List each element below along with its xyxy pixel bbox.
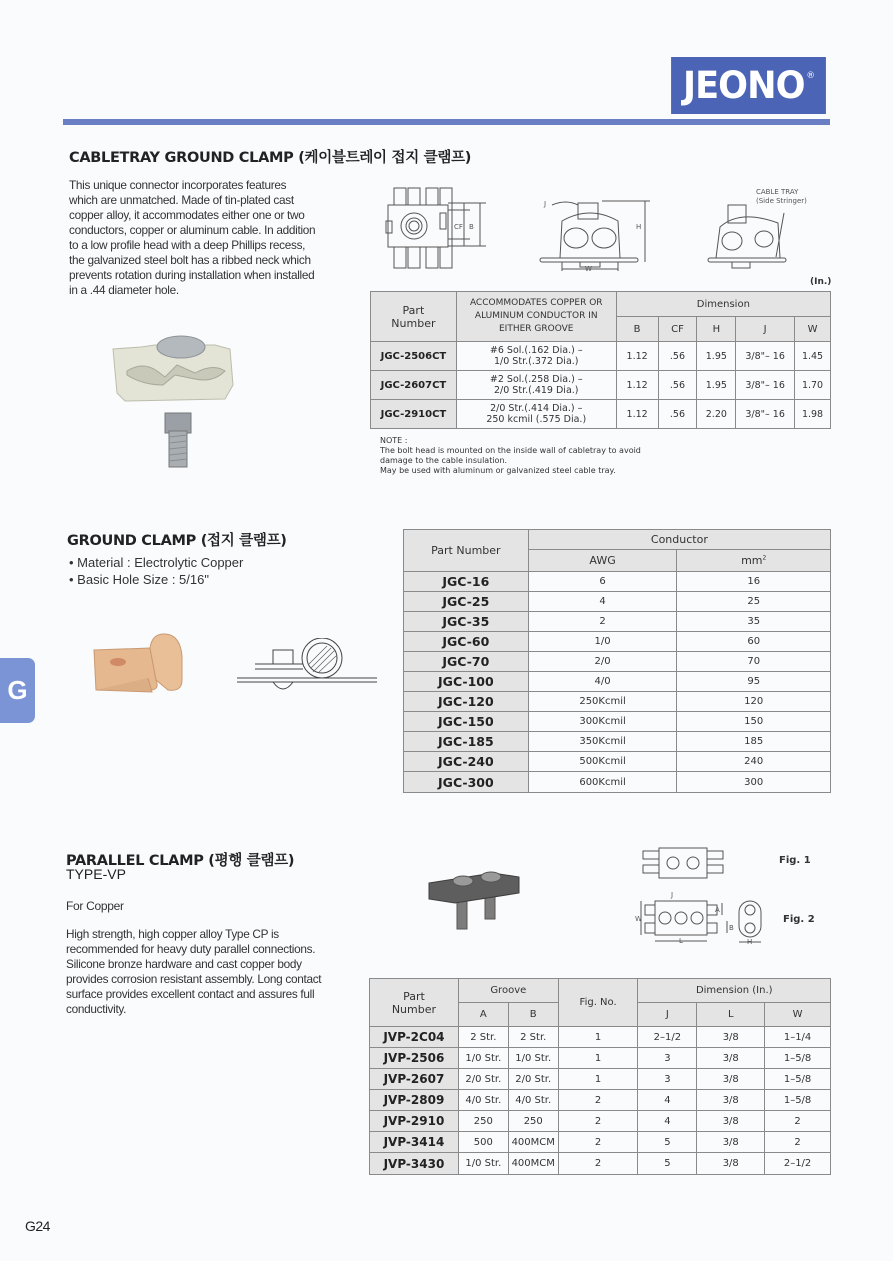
page-number: G24: [25, 1218, 50, 1234]
dim-w: 1–5/8: [765, 1090, 831, 1111]
table-row: [370, 1132, 831, 1153]
table-row: [404, 592, 831, 612]
jeono-logo: [671, 57, 826, 114]
part-number: JVP-2809: [370, 1090, 459, 1111]
dim-w: 1.98: [795, 400, 831, 429]
dim-w: 1.45: [795, 342, 831, 371]
dim-j: 4: [638, 1090, 697, 1111]
table-row: [404, 752, 831, 772]
groove-a: 2/0 Str.: [458, 1069, 508, 1090]
awg: 1/0: [528, 632, 677, 652]
desc-line: This unique connector incorporates features: [69, 178, 287, 192]
dim-l: 3/8: [697, 1111, 765, 1132]
dim-j: 3/8"– 16: [736, 400, 795, 429]
col-header-h: H: [697, 317, 736, 342]
logo-text: JEONO: [682, 64, 805, 107]
awg: 6: [528, 572, 677, 592]
dim-b: 1.12: [616, 342, 658, 371]
ground-clamp-photo: [90, 630, 195, 700]
table-row: [404, 572, 831, 592]
dim-l: 3/8: [697, 1090, 765, 1111]
parallel-clamp-photo: [425, 865, 525, 935]
dim-j: 3/8"– 16: [736, 371, 795, 400]
dim-w: 1–5/8: [765, 1069, 831, 1090]
awg: 500Kcmil: [528, 752, 677, 772]
col-header-dimension: Dimension: [616, 292, 830, 317]
groove-a: 250: [458, 1111, 508, 1132]
fig-no: 2: [558, 1153, 638, 1175]
mm2: 150: [677, 712, 831, 732]
col-header-fig: Fig. No.: [558, 979, 638, 1027]
awg: 2/0: [528, 652, 677, 672]
table-row: [404, 692, 831, 712]
groove-b: 250: [508, 1111, 558, 1132]
table-row: [370, 1111, 831, 1132]
table-row: [404, 772, 831, 793]
col-header-cf: CF: [658, 317, 697, 342]
parallel-description: [66, 927, 338, 1017]
mm2: 240: [677, 752, 831, 772]
dim-j: 5: [638, 1153, 697, 1175]
label-b: B: [729, 924, 734, 932]
cabletray-dimension-diagrams: [380, 183, 830, 273]
col-header-b: B: [508, 1003, 558, 1027]
ground-clamp-diagram: [235, 638, 380, 693]
part-number: JGC-2506CT: [371, 342, 457, 371]
col-header-j: J: [736, 317, 795, 342]
unit-label: (In.): [810, 277, 832, 287]
table-row: [371, 342, 831, 371]
label-h: H: [747, 938, 753, 945]
header-rule: [63, 119, 830, 125]
fig2-label: Fig. 2: [783, 914, 815, 925]
label-a: A: [715, 906, 720, 914]
dim-h: 1.95: [697, 371, 736, 400]
dim-j: 3: [638, 1048, 697, 1069]
desc-line: recommended for heavy duty parallel connections.: [66, 942, 316, 956]
part-number: JVP-3414: [370, 1132, 459, 1153]
mm2: 300: [677, 772, 831, 793]
parallel-title: PARALLEL CLAMP (평행 클램프): [66, 853, 295, 869]
cabletray-title: CABLETRAY GROUND CLAMP (케이블트레이 접지 클램프): [69, 150, 472, 166]
groove-a: 1/0 Str.: [458, 1048, 508, 1069]
dim-l: 3/8: [697, 1153, 765, 1175]
mm2: 16: [677, 572, 831, 592]
dim-w: 1–1/4: [765, 1027, 831, 1048]
col-header-part: Part Number: [370, 979, 459, 1027]
accommodates: #6 Sol.(.162 Dia.) – 1/0 Str.(.372 Dia.): [456, 342, 616, 371]
awg: 300Kcmil: [528, 712, 677, 732]
bullet-hole-size: • Basic Hole Size : 5/16": [69, 572, 209, 587]
groove-b: 2 Str.: [508, 1027, 558, 1048]
groove-a: 2 Str.: [458, 1027, 508, 1048]
table-row: [370, 1027, 831, 1048]
col-header-dimension: Dimension (In.): [638, 979, 831, 1003]
label-w: W: [635, 915, 642, 923]
part-number: JGC-2607CT: [371, 371, 457, 400]
dim-w: 2: [765, 1111, 831, 1132]
dim-l: 3/8: [697, 1027, 765, 1048]
col-header-part: Part Number: [404, 530, 529, 572]
table-row: [370, 1090, 831, 1111]
fig-no: 2: [558, 1111, 638, 1132]
col-header-b: B: [616, 317, 658, 342]
dim-j: 5: [638, 1132, 697, 1153]
desc-line: conductivity.: [66, 1002, 127, 1016]
cabletray-clamp-photo: [105, 335, 255, 470]
note-line: The bolt head is mounted on the inside wall of cabletray to avoid: [380, 446, 641, 455]
part-number: JGC-60: [404, 632, 529, 652]
col-header-j: J: [638, 1003, 697, 1027]
dim-h: 2.20: [697, 400, 736, 429]
desc-line: surface provides excellent contact and assures full: [66, 987, 315, 1001]
dim-w: 1–5/8: [765, 1048, 831, 1069]
part-number: JGC-240: [404, 752, 529, 772]
cabletray-description: [69, 178, 339, 298]
label-b: B: [469, 223, 474, 231]
dim-h: 1.95: [697, 342, 736, 371]
table-row: [404, 732, 831, 752]
ground-title: GROUND CLAMP (접지 클램프): [67, 533, 287, 549]
part-number: JGC-120: [404, 692, 529, 712]
registered-mark: ®: [806, 70, 815, 81]
groove-b: 4/0 Str.: [508, 1090, 558, 1111]
note-title: NOTE :: [380, 436, 408, 445]
accommodates: 2/0 Str.(.414 Dia.) – 250 kcmil (.575 Dia.): [456, 400, 616, 429]
parallel-clamp-diagrams: [635, 843, 775, 945]
cabletray-note: [380, 436, 641, 476]
col-header-conductor: Conductor: [528, 530, 830, 550]
table-row: [404, 612, 831, 632]
table-row: [404, 672, 831, 692]
groove-a: 500: [458, 1132, 508, 1153]
note-line: damage to the cable insulation.: [380, 456, 508, 465]
bullet-material: • Material : Electrolytic Copper: [69, 555, 244, 570]
part-number: JVP-3430: [370, 1153, 459, 1175]
dim-w: 1.70: [795, 371, 831, 400]
part-number: JGC-100: [404, 672, 529, 692]
col-header-accommodates: ACCOMMODATES COPPER OR ALUMINUM CONDUCTOR IN EITHER GROOVE: [456, 292, 616, 342]
groove-b: 400MCM: [508, 1132, 558, 1153]
dim-l: 3/8: [697, 1048, 765, 1069]
dim-l: 3/8: [697, 1132, 765, 1153]
dim-cf: .56: [658, 371, 697, 400]
col-header-awg: AWG: [528, 550, 677, 572]
desc-line: which are unmatched. Made of tin-plated cast: [69, 193, 294, 207]
parallel-for: For Copper: [66, 899, 124, 913]
groove-a: 1/0 Str.: [458, 1153, 508, 1175]
groove-a: 4/0 Str.: [458, 1090, 508, 1111]
parallel-spec-table: [369, 978, 831, 1175]
desc-line: the galvanized steel bolt has a ribbed neck which: [69, 253, 311, 267]
label-cf: CF: [454, 223, 463, 231]
table-row: [404, 632, 831, 652]
table-row: [371, 371, 831, 400]
mm2: 35: [677, 612, 831, 632]
awg: 250Kcmil: [528, 692, 677, 712]
dim-cf: .56: [658, 342, 697, 371]
dim-b: 1.12: [616, 371, 658, 400]
awg: 350Kcmil: [528, 732, 677, 752]
part-number: JGC-185: [404, 732, 529, 752]
desc-line: in a .44 diameter hole.: [69, 283, 179, 297]
mm2: 120: [677, 692, 831, 712]
dim-j: 2–1/2: [638, 1027, 697, 1048]
part-number: JGC-35: [404, 612, 529, 632]
col-header-part: Part Number: [371, 292, 457, 342]
col-header-mm2: $mm^2$: [677, 550, 831, 572]
dim-j: 3: [638, 1069, 697, 1090]
mm2: 185: [677, 732, 831, 752]
part-number: JVP-2506: [370, 1048, 459, 1069]
table-row: [370, 1048, 831, 1069]
col-header-w: W: [765, 1003, 831, 1027]
part-number: JVP-2910: [370, 1111, 459, 1132]
desc-line: provides corrosion resistant assembly. Long contact: [66, 972, 322, 986]
awg: 4: [528, 592, 677, 612]
col-header-groove: Groove: [458, 979, 558, 1003]
awg: 600Kcmil: [528, 772, 677, 793]
parallel-subtitle: TYPE-VP: [66, 866, 126, 882]
part-number: JGC-300: [404, 772, 529, 793]
dim-cf: .56: [658, 400, 697, 429]
label-cable-tray: CABLE TRAY: [756, 188, 799, 196]
part-number: JVP-2607: [370, 1069, 459, 1090]
fig-no: 1: [558, 1048, 638, 1069]
col-header-a: A: [458, 1003, 508, 1027]
groove-b: 400MCM: [508, 1153, 558, 1175]
cabletray-spec-table: [370, 291, 831, 429]
desc-line: Silicone bronze hardware and cast copper body: [66, 957, 302, 971]
part-number: JGC-25: [404, 592, 529, 612]
part-number: JGC-16: [404, 572, 529, 592]
label-l: L: [679, 937, 683, 945]
dim-w: 2–1/2: [765, 1153, 831, 1175]
table-row: [370, 1069, 831, 1090]
label-side-stringer: (Side Stringer): [756, 197, 807, 205]
awg: 4/0: [528, 672, 677, 692]
table-row: [371, 400, 831, 429]
mm2: 60: [677, 632, 831, 652]
section-tab-g: G: [0, 658, 35, 723]
part-number: JGC-2910CT: [371, 400, 457, 429]
label-h: H: [636, 223, 642, 231]
table-row: [404, 652, 831, 672]
dim-j: 3/8"– 16: [736, 342, 795, 371]
fig-no: 1: [558, 1027, 638, 1048]
dim-b: 1.12: [616, 400, 658, 429]
mm2: 70: [677, 652, 831, 672]
note-line: May be used with aluminum or galvanized steel cable tray.: [380, 466, 616, 475]
awg: 2: [528, 612, 677, 632]
fig1-label: Fig. 1: [779, 855, 811, 866]
accommodates: #2 Sol.(.258 Dia.) – 2/0 Str.(.419 Dia.): [456, 371, 616, 400]
col-header-w: W: [795, 317, 831, 342]
desc-line: copper alloy, it accommodates either one or two: [69, 208, 305, 222]
desc-line: High strength, high copper alloy Type CP is: [66, 927, 279, 941]
desc-line: conductors, copper or aluminum cable. In addition: [69, 223, 316, 237]
label-j: J: [671, 891, 674, 899]
fig-no: 2: [558, 1132, 638, 1153]
mm2: 95: [677, 672, 831, 692]
part-number: JVP-2C04: [370, 1027, 459, 1048]
desc-line: prevents rotation during installation when installed: [69, 268, 315, 282]
desc-line: to a low profile head with a deep Phillips recess,: [69, 238, 306, 252]
col-header-l: L: [697, 1003, 765, 1027]
dim-j: 4: [638, 1111, 697, 1132]
groove-b: 2/0 Str.: [508, 1069, 558, 1090]
ground-spec-table: [403, 529, 831, 793]
fig-no: 1: [558, 1069, 638, 1090]
table-row: [404, 712, 831, 732]
part-number: JGC-70: [404, 652, 529, 672]
fig-no: 2: [558, 1090, 638, 1111]
dim-w: 2: [765, 1132, 831, 1153]
label-w: W: [585, 265, 592, 273]
part-number: JGC-150: [404, 712, 529, 732]
dim-l: 3/8: [697, 1069, 765, 1090]
table-row: [370, 1153, 831, 1175]
groove-b: 1/0 Str.: [508, 1048, 558, 1069]
label-j: J: [544, 200, 547, 208]
mm2: 25: [677, 592, 831, 612]
ground-bullets: [69, 554, 243, 588]
